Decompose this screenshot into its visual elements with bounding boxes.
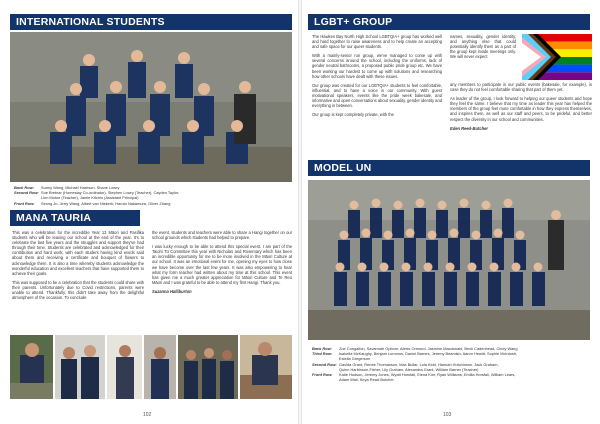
caption-row: Estella Gregerson — [339, 356, 371, 362]
mana-photo-5 — [178, 335, 238, 399]
mana-photo-2 — [55, 335, 105, 399]
caption-row: Quinn Harbinson-Fisher, Lily Graham, Alexandra Grant, William Barner (Teacher) — [339, 366, 479, 372]
mana-photo-1 — [10, 335, 53, 399]
international-caption — [14, 185, 292, 206]
lgbt-col2-top: names, sexuality, gender identity, and anything else that could potentially identify them as a part of the group kept inside meetings only. We will never expect — [450, 34, 516, 60]
caption-row: Second Row: Sue Bretnar (Homestay Co-ordinator), Stephen Lowry (Teacher), Cayden Taylor, — [14, 190, 180, 196]
caption-row: Second Row: Gavida Grant, Renee Thomasson, Max Bullar, Lola Kidd, Hannah Hutchinson, Jack Graham, — [312, 361, 499, 367]
progress-pride-flag — [522, 34, 592, 80]
left-page-number: 102 — [143, 412, 152, 418]
mana-photo-6 — [240, 335, 292, 399]
international-title: INTERNATIONAL STUDENTS — [10, 14, 292, 30]
book-gutter — [298, 0, 302, 424]
lgbt-col1: The Hawkes Bay North High School LGBTQIA+ group has worked well and hard together to raise awareness and to help create an accepting and safe space for our queer students. With a mainly-senior run group, we've managed to come up with several concerns around the school, including the uniforms, lack of gender neutral bathrooms, a proposed public pride group etc. We have been working our hardest to come up with solutions and researching how other schools have dealt with these issues. Our group was created for our LGBTQIA+ students to feel comfortable, influential, and to have a voice in our community. With guest motivational speakers, events like the pride week bakesale, and informative and open conversations about sexuality, gender identity and everything in between. Our group is kept completely private, with the — [312, 34, 442, 118]
model-un-photo — [308, 180, 590, 340]
mana-photo-3 — [107, 335, 142, 399]
right-page-number: 103 — [443, 412, 452, 418]
lgbt-title: LGBT+ GROUP — [308, 14, 590, 30]
caption-row: Back Row: Zoe Congalton, Savannah Opbom, Alexis Ormond, Jasmine Macdonald, Beck Cadenhead, Cindy Wang — [312, 346, 518, 351]
right-page — [300, 0, 600, 424]
mana-signature: Suzanna Halliburton — [152, 288, 192, 294]
lgbt-col2: any members to participate in our public events (bakesale, for example), in case they do not feel comfortable sharing that part of them yet. As leader of the group, I look forward to helping our queer students and hope they feel the same. I believe that my time as leader this year has helped the members of the group feel more comfortable in how they express themselves, and inspires them, as well as our staff and peers, to be prideful, and better respect the diversity in our school and communities. Eden Reed-Butcher — [450, 82, 592, 131]
caption-row: Adam Wall, Keya Read-Butcher — [339, 377, 394, 383]
mana-photo-4 — [144, 335, 176, 399]
model-un-caption — [312, 346, 592, 382]
caption-row: Back Row: Sunny Wang, Michael Harrison, Shane Lowry — [14, 185, 120, 190]
caption-row: Front Row: Seong Ju, Jerry Wang, Albert van Niekerk, Haruto Nakamura, Oliver Zhang — [14, 200, 171, 206]
mana-tauria-title: MANA TAURIA — [10, 210, 140, 226]
caption-row: Linn Motoe (Teacher), Jamie Kitchin (Assistant Principal) — [41, 195, 139, 201]
mana-col1: This was a celebration for the incredible Year 13 Māori and Pasifika students who will be leaving our school at the end of the year. It's to celebrate the last five years and the struggles and support they've had through their time. Students are celebrated and acknowledged for their contribution and hard work, with each student having kind words said about them and receiving a certificate and bouquet of flowers to acknowledge them. It is also a time whereby students acknowledge the wonderful education and excellent teachers that have supported them to achieve their goals. This was supposed to be a celebration that the students could share with their parents. Unfortunately due to Covid restrictions, parents were unable to attend. Thankfully, this didn't take away from the delightful atmosphere of the occasion. To conclude — [12, 230, 144, 301]
lgbt-signature: Eden Reed-Butcher — [450, 125, 488, 131]
mana-col2: the event, students and teachers were able to share a Hangi together on our school grounds which students had helped to prepare. I was lucky enough to be able to attend this special event. I am part of the Taiohi Tū Committee this year with Nicholas and Rosemary which has been an incredible opportunity for me to be more involved in the Māori Culture at our school. It was an emotional event for me, opening my eyes to how close we have become over the last few years. It was also empowering to hear what my form teacher had written about my time at this school. This event has given me a much greater appreciation for Māori Culture and Te Reo Māori and I was grateful to be able to attend my first Hangi. Thank you. Suzanna Halliburton — [152, 230, 292, 294]
international-students-photo — [10, 32, 292, 182]
model-un-title: MODEL UN — [308, 160, 590, 176]
caption-row: Front Row: Katie Hodson, Jeremy Jones, Wyatt Horsfall, Elena Kim, Ryan Williams, Emilia Horsfall, William Lears, — [312, 372, 516, 378]
caption-row: Third Row: Isabella McKaughy, Benjam Lummus, Daniel Barnes, Jeremy Beamish, Aaron Hewitt, Sophie McIntosh, — [312, 351, 518, 357]
